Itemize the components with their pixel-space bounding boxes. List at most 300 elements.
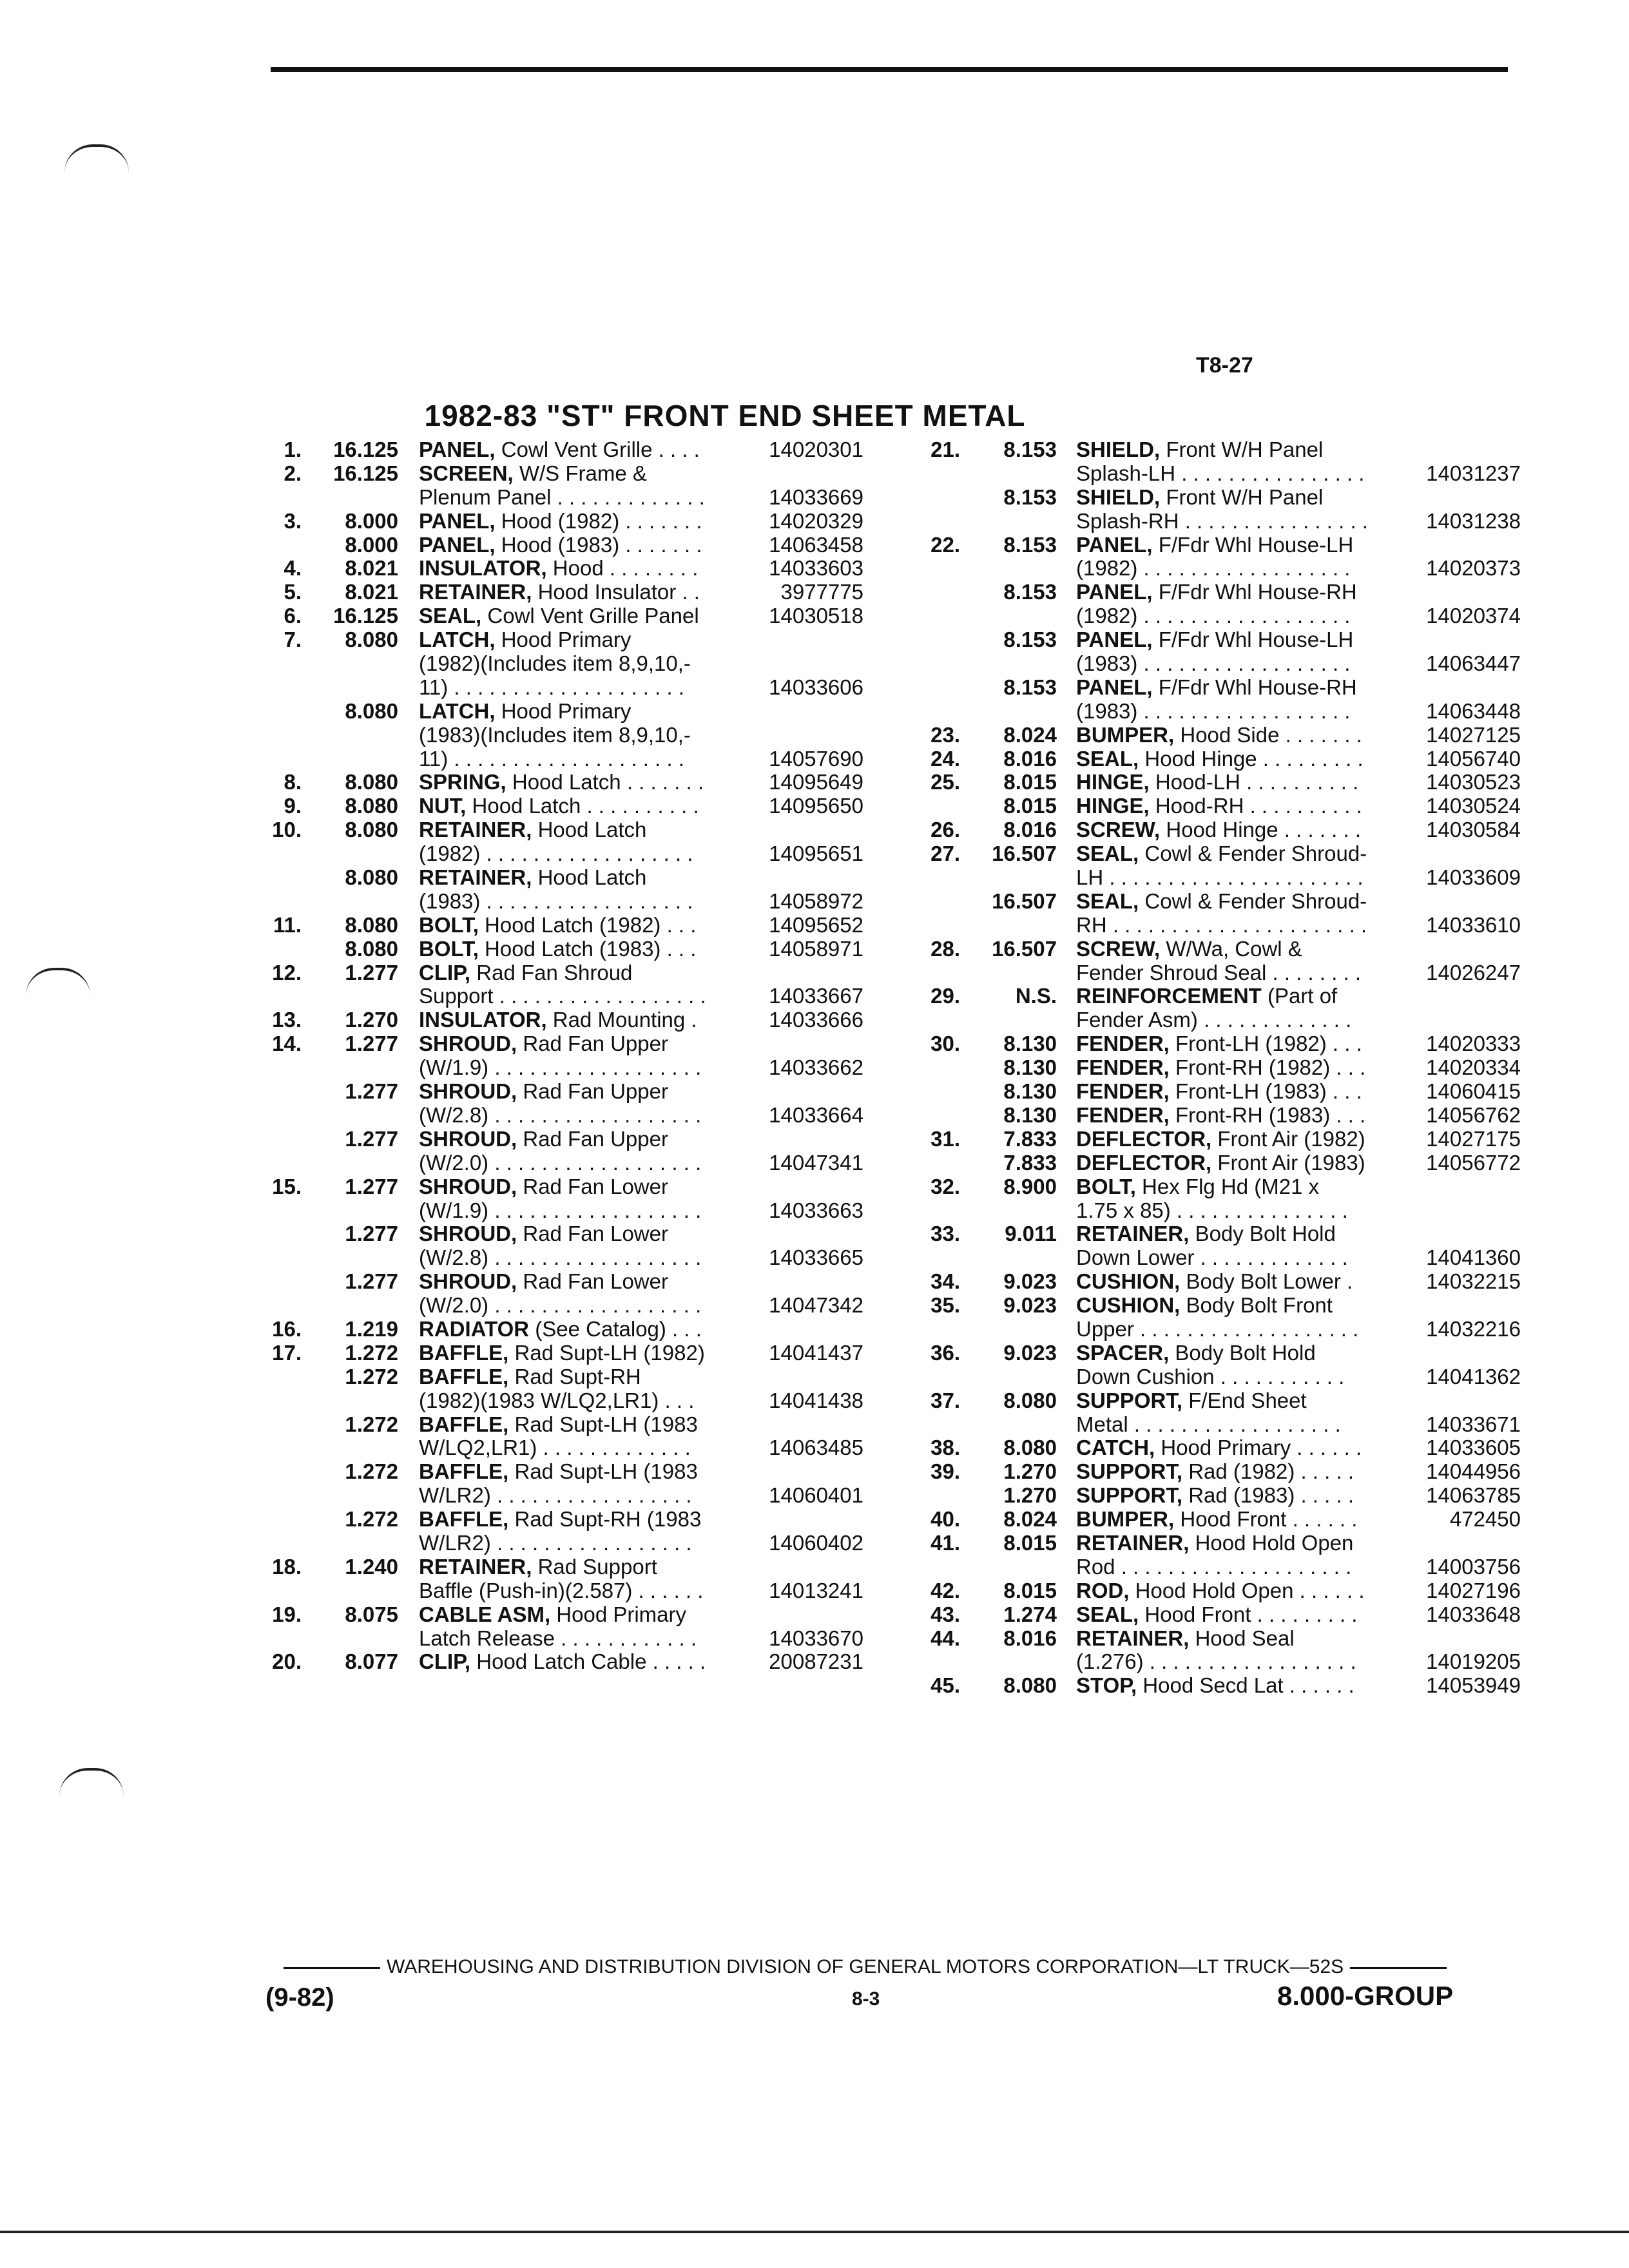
part-description [1076, 1460, 1354, 1484]
item-number: 43. [930, 1602, 960, 1626]
part-description [419, 1484, 692, 1508]
part-number: 14047342 [769, 1293, 863, 1318]
parts-row [258, 1365, 863, 1389]
part-description [1076, 581, 1357, 604]
part-number: 14058972 [769, 889, 863, 913]
part-number: 14020333 [1426, 1032, 1521, 1056]
parts-row [902, 1080, 1521, 1104]
part-detail: Hood-LH . . . . . . . . . . [1149, 770, 1359, 794]
part-description [419, 676, 684, 700]
part-number: 14020329 [769, 508, 863, 533]
part-description [1076, 866, 1364, 890]
part-name: DEFLECTOR, [1076, 1126, 1212, 1151]
group-number: 16.125 [333, 437, 398, 461]
part-number: 14063458 [769, 532, 863, 557]
part-description [419, 1650, 706, 1674]
part-description [1076, 1365, 1344, 1389]
footer-page-number: 8-3 [852, 1988, 880, 2010]
part-detail: Hex Flg Hd (M21 x [1135, 1174, 1320, 1198]
group-number: 8.153 [1003, 675, 1057, 699]
group-number: 9.023 [1003, 1340, 1057, 1365]
part-detail: (1982) . . . . . . . . . . . . . . . . . . [1076, 556, 1351, 581]
part-description [419, 1579, 703, 1603]
part-detail: Hood Latch (1983) . . . [478, 936, 697, 961]
part-description [419, 1056, 701, 1080]
group-number: 1.277 [345, 1269, 398, 1294]
part-detail: Hood Hold Open [1189, 1530, 1354, 1555]
part-number: 14047341 [769, 1150, 863, 1175]
part-detail: Rad Fan Shroud [470, 960, 633, 985]
part-description [1076, 1674, 1354, 1698]
item-number: 2. [284, 461, 302, 485]
part-name: SHROUD, [419, 1222, 517, 1246]
part-name: LATCH, [419, 628, 496, 652]
part-detail: Rad Supt-RH (1983 [508, 1507, 702, 1532]
group-number: 8.153 [1003, 532, 1057, 557]
group-number: 8.021 [345, 556, 398, 581]
part-number: 14033662 [769, 1055, 863, 1080]
part-detail: Hood Side . . . . . . . [1174, 722, 1362, 747]
parts-row [902, 1008, 1521, 1032]
part-description [419, 1080, 668, 1104]
group-number: 8.153 [1003, 485, 1057, 509]
part-name: SHROUD, [419, 1174, 517, 1198]
group-number: 8.016 [1003, 1626, 1057, 1650]
group-number: 8.016 [1003, 746, 1057, 771]
group-number: 8.080 [345, 818, 398, 842]
part-name: REINFORCEMENT [1076, 984, 1262, 1008]
part-name: BAFFLE, [419, 1340, 509, 1365]
group-number: 8.000 [345, 508, 398, 533]
part-name: RETAINER, [419, 865, 532, 890]
parts-row [258, 1508, 863, 1532]
item-number: 22. [930, 532, 960, 557]
parts-row [258, 1104, 863, 1128]
part-number: 14033603 [769, 556, 863, 581]
part-description [419, 1151, 701, 1175]
parts-row [902, 676, 1521, 700]
part-detail: Front-RH (1983) . . . [1169, 1102, 1366, 1127]
part-number: 14027175 [1426, 1126, 1521, 1151]
part-description [419, 1246, 701, 1270]
parts-row [258, 1222, 863, 1246]
item-number: 40. [930, 1507, 960, 1532]
part-description [1076, 794, 1362, 818]
part-number: 14031237 [1426, 461, 1521, 485]
part-description [1076, 747, 1364, 771]
parts-row [902, 604, 1521, 628]
part-detail: Support . . . . . . . . . . . . . . . . . . [419, 984, 706, 1008]
parts-row [258, 1460, 863, 1484]
part-number: 14041437 [769, 1340, 863, 1365]
parts-row [902, 1460, 1521, 1484]
part-description [419, 914, 696, 937]
margin-mark [59, 1768, 124, 1796]
part-name: PANEL, [1076, 628, 1153, 652]
part-description [419, 1008, 697, 1032]
group-number: 1.272 [345, 1507, 398, 1532]
parts-row [902, 581, 1521, 604]
part-description [1076, 1555, 1351, 1579]
part-description [419, 818, 646, 842]
part-detail: (W/2.8) . . . . . . . . . . . . . . . . . . [419, 1245, 702, 1270]
part-detail: Rad (1983) . . . . . [1182, 1483, 1354, 1508]
part-name: BOLT, [419, 912, 479, 937]
part-name: DEFLECTOR, [1076, 1150, 1212, 1175]
parts-row [902, 818, 1521, 842]
part-description [419, 794, 699, 818]
group-number: 16.125 [333, 461, 398, 485]
part-number: 14095649 [769, 770, 863, 794]
part-description [1076, 937, 1302, 961]
part-description [419, 700, 631, 724]
parts-row [258, 1008, 863, 1032]
parts-row [258, 747, 863, 771]
part-name: STOP, [1076, 1673, 1137, 1698]
part-description [1076, 700, 1350, 724]
part-description [1076, 1199, 1348, 1223]
item-number: 41. [930, 1530, 960, 1555]
part-number: 14095651 [769, 841, 863, 866]
part-name: RETAINER, [419, 580, 532, 604]
part-name: SHROUD, [419, 1126, 517, 1151]
part-number: 14020374 [1426, 604, 1521, 628]
part-number: 14003756 [1426, 1554, 1521, 1579]
part-detail: Front W/H Panel [1160, 485, 1324, 509]
part-name: FENDER, [1076, 1032, 1170, 1056]
part-description [419, 438, 700, 462]
part-number: 14056762 [1426, 1102, 1521, 1127]
part-name: CABLE ASM, [419, 1602, 551, 1626]
part-detail: (W/2.0) . . . . . . . . . . . . . . . . . . [419, 1150, 702, 1175]
bottom-rule [0, 2231, 1629, 2233]
parts-row [258, 1436, 863, 1460]
parts-row [902, 1104, 1521, 1128]
part-name: CUSHION, [1076, 1269, 1181, 1294]
part-name: RETAINER, [1076, 1530, 1190, 1555]
part-detail: (1983) . . . . . . . . . . . . . . . . . . [419, 889, 693, 913]
parts-row [902, 1436, 1521, 1460]
parts-row [902, 1532, 1521, 1555]
part-number: 14060415 [1426, 1079, 1521, 1104]
item-number: 4. [284, 556, 302, 581]
part-detail: Hood Latch [532, 818, 647, 842]
part-number: 14057690 [769, 746, 863, 771]
item-number: 31. [930, 1126, 960, 1151]
part-number: 14030518 [769, 604, 863, 628]
part-name: BAFFLE, [419, 1459, 509, 1484]
part-number: 14032216 [1426, 1316, 1521, 1341]
part-detail: Plenum Panel . . . . . . . . . . . . . [419, 485, 705, 509]
group-number: 1.277 [345, 1222, 398, 1246]
parts-row [258, 604, 863, 628]
group-number: 9.011 [1005, 1222, 1057, 1246]
item-number: 9. [284, 794, 302, 818]
part-detail: 11) . . . . . . . . . . . . . . . . . . . . [419, 746, 684, 771]
parts-row [258, 1413, 863, 1437]
part-detail: Hood Primary [495, 698, 631, 723]
part-description [419, 771, 704, 794]
part-detail: F/Fdr Whl House-LH [1152, 628, 1354, 652]
item-number: 14. [272, 1032, 302, 1056]
parts-row [258, 1056, 863, 1080]
group-number: 8.015 [1003, 1578, 1057, 1602]
parts-row [258, 985, 863, 1008]
part-detail: (W/2.8) . . . . . . . . . . . . . . . . . . [419, 1102, 702, 1127]
group-number: 8.015 [1003, 770, 1057, 794]
part-number: 14033663 [769, 1198, 863, 1222]
part-detail: Front-LH (1983) . . . [1169, 1079, 1362, 1104]
part-number: 14020373 [1426, 556, 1521, 581]
part-detail: Hood Hinge . . . . . . . [1160, 818, 1361, 842]
group-number: 8.075 [345, 1602, 398, 1626]
group-number: 8.080 [345, 770, 398, 794]
part-name: SHROUD, [419, 1269, 517, 1294]
part-number: 14032215 [1426, 1269, 1521, 1294]
margin-mark [64, 144, 129, 173]
parts-row [258, 462, 863, 486]
parts-row [258, 842, 863, 866]
item-number: 34. [930, 1269, 960, 1294]
part-number: 14060402 [769, 1530, 863, 1555]
part-description [1076, 1579, 1365, 1603]
part-description [1076, 510, 1368, 533]
group-number: 8.130 [1003, 1055, 1057, 1080]
part-description [1076, 1222, 1336, 1246]
item-number: 35. [930, 1293, 960, 1318]
footer-group: 8.000-GROUP [1277, 1981, 1454, 2011]
part-description [1076, 438, 1323, 462]
part-description [1076, 1436, 1362, 1460]
part-description [1076, 1080, 1362, 1104]
part-name: INSULATOR, [419, 1008, 547, 1032]
item-number: 23. [930, 722, 960, 747]
part-detail: (1983) . . . . . . . . . . . . . . . . . . [1076, 651, 1351, 676]
parts-row [258, 914, 863, 937]
group-number: 8.016 [1003, 818, 1057, 842]
part-name: SEAL, [1076, 1602, 1139, 1626]
parts-row [258, 1246, 863, 1270]
part-detail: Hood (1982) . . . . . . . [495, 508, 702, 533]
parts-list-right [902, 438, 1521, 1698]
group-number: 7.833 [1003, 1126, 1057, 1151]
group-number: 8.015 [1003, 1530, 1057, 1555]
parts-row [258, 581, 863, 604]
part-number: 14056740 [1426, 746, 1521, 771]
footer-division [277, 1956, 1437, 1978]
part-description [1076, 486, 1323, 510]
part-number: 14033605 [1426, 1436, 1521, 1460]
part-detail: RH . . . . . . . . . . . . . . . . . . . . . . [1076, 912, 1367, 937]
parts-row [902, 652, 1521, 676]
group-number: 8.024 [1003, 722, 1057, 747]
part-number: 14020301 [769, 437, 863, 461]
group-number: 1.270 [1003, 1483, 1057, 1508]
top-rule [271, 67, 1508, 72]
part-number: 14033606 [769, 675, 863, 699]
part-description [1076, 1056, 1365, 1080]
part-number: 14033609 [1426, 865, 1521, 890]
group-number: 1.272 [345, 1340, 398, 1365]
part-description [419, 1104, 701, 1128]
group-number: 8.024 [1003, 1507, 1057, 1532]
item-number: 29. [930, 984, 960, 1008]
parts-row [902, 1222, 1521, 1246]
part-detail: Latch Release . . . . . . . . . . . . [419, 1626, 697, 1650]
parts-row [902, 890, 1521, 914]
parts-row [902, 1413, 1521, 1437]
part-detail: Hood Front . . . . . . [1174, 1507, 1358, 1532]
parts-row [258, 818, 863, 842]
part-name: SUPPORT, [1076, 1459, 1183, 1484]
item-number: 5. [284, 580, 302, 604]
part-description [419, 652, 691, 676]
part-description [419, 1532, 692, 1555]
part-number: 14063785 [1426, 1483, 1521, 1508]
parts-row [902, 1318, 1521, 1341]
parts-row [258, 533, 863, 557]
part-detail: Metal . . . . . . . . . . . . . . . . . . [1076, 1412, 1341, 1436]
part-name: SEAL, [1076, 841, 1139, 866]
group-number: 8.080 [345, 912, 398, 937]
part-detail: Rad Supt-LH (1983 [508, 1412, 698, 1436]
part-name: SUPPORT, [1076, 1388, 1183, 1412]
parts-row [258, 510, 863, 533]
part-detail: Hood Latch [532, 865, 647, 890]
part-description [1076, 1532, 1353, 1555]
parts-row [902, 557, 1521, 581]
part-detail: Hood . . . . . . . . [546, 556, 699, 581]
part-name: RETAINER, [419, 818, 532, 842]
part-detail: Rad Supt-LH (1983 [508, 1459, 698, 1484]
group-number: 8.130 [1003, 1102, 1057, 1127]
part-detail: (1982) . . . . . . . . . . . . . . . . . . [419, 841, 693, 866]
part-detail: Fender Asm) . . . . . . . . . . . . . [1076, 1008, 1352, 1032]
parts-row [902, 1627, 1521, 1651]
parts-row [258, 1389, 863, 1413]
item-number: 33. [930, 1222, 960, 1246]
part-detail: Rad Supt-LH (1982) [508, 1340, 705, 1365]
item-number: 36. [930, 1340, 960, 1365]
item-number: 1. [284, 437, 302, 461]
group-number: 1.272 [345, 1459, 398, 1484]
margin-mark [26, 968, 90, 996]
part-detail: Hood Insulator . . [532, 580, 700, 604]
parts-row [258, 1532, 863, 1555]
part-detail: 11) . . . . . . . . . . . . . . . . . . . . [419, 675, 684, 699]
parts-row [902, 1650, 1521, 1674]
group-number: 8.153 [1003, 580, 1057, 604]
part-name: SHIELD, [1076, 437, 1161, 461]
parts-row [258, 1199, 863, 1223]
parts-row [902, 1294, 1521, 1318]
parts-row [902, 1603, 1521, 1627]
part-description [1076, 842, 1367, 866]
part-detail: 1.75 x 85) . . . . . . . . . . . . . . . [1076, 1198, 1348, 1222]
part-description [419, 1603, 686, 1627]
parts-row [258, 866, 863, 890]
part-number: 14033666 [769, 1008, 863, 1032]
item-number: 26. [930, 818, 960, 842]
group-number: 8.900 [1003, 1174, 1057, 1198]
part-description [419, 1436, 691, 1460]
group-number: 8.080 [345, 936, 398, 961]
part-detail: Down Cushion . . . . . . . . . . . [1076, 1364, 1345, 1389]
part-number: 14060401 [769, 1483, 863, 1508]
parts-row [902, 1128, 1521, 1151]
part-detail: Hood-RH . . . . . . . . . . [1149, 794, 1362, 818]
part-detail: Front W/H Panel [1160, 437, 1324, 461]
part-detail: Rad Supt-RH [508, 1364, 641, 1389]
part-number: 14027196 [1426, 1578, 1521, 1602]
group-number: 8.080 [345, 794, 398, 818]
item-number: 13. [272, 1008, 302, 1032]
parts-row [258, 937, 863, 961]
parts-row [258, 961, 863, 985]
part-detail: (W/1.9) . . . . . . . . . . . . . . . . . . [419, 1055, 702, 1080]
parts-row [902, 486, 1521, 510]
part-detail: Cowl & Fender Shroud- [1139, 889, 1367, 913]
group-number: 1.277 [345, 1079, 398, 1104]
item-number: 39. [930, 1459, 960, 1484]
part-number: 14020334 [1426, 1055, 1521, 1080]
part-detail: (W/2.0) . . . . . . . . . . . . . . . . . . [419, 1293, 702, 1318]
group-number: 8.080 [1003, 1436, 1057, 1460]
part-name: FENDER, [1076, 1102, 1170, 1127]
parts-row [902, 1032, 1521, 1056]
part-detail: Body Bolt Hold [1189, 1222, 1336, 1246]
item-number: 17. [272, 1340, 302, 1365]
group-number: 8.080 [1003, 1673, 1057, 1698]
item-number: 45. [930, 1673, 960, 1698]
part-name: CATCH, [1076, 1436, 1155, 1460]
item-number: 11. [273, 912, 302, 937]
part-name: HINGE, [1076, 794, 1150, 818]
part-number: 14033669 [769, 485, 863, 509]
parts-row [258, 438, 863, 462]
part-description [1076, 1341, 1316, 1365]
part-detail: Rad Fan Lower [517, 1174, 668, 1198]
part-detail: Rad Support [532, 1554, 657, 1579]
part-name: RETAINER, [419, 1554, 532, 1579]
part-name: SUPPORT, [1076, 1483, 1183, 1508]
part-name: PANEL, [1076, 675, 1153, 699]
part-description [419, 1199, 701, 1223]
part-description [1076, 652, 1350, 676]
parts-row [902, 724, 1521, 747]
part-detail: Rad Fan Upper [517, 1079, 668, 1104]
part-name: SEAL, [1076, 746, 1139, 771]
part-description [1076, 628, 1353, 652]
part-name: SEAL, [1076, 889, 1139, 913]
group-number: 1.270 [345, 1008, 398, 1032]
part-description [419, 724, 691, 747]
item-number: 18. [272, 1554, 302, 1579]
part-detail: Hood Latch Cable . . . . . [470, 1649, 706, 1674]
part-name: PANEL, [1076, 532, 1153, 557]
parts-row [902, 1555, 1521, 1579]
parts-row [902, 842, 1521, 866]
parts-row [902, 1389, 1521, 1413]
part-description [1076, 1508, 1357, 1532]
part-detail: Hood Primary [550, 1602, 686, 1626]
parts-row [258, 1341, 863, 1365]
part-detail: Hood Hold Open . . . . . . [1129, 1578, 1365, 1602]
parts-row [902, 533, 1521, 557]
part-detail: Rad (1982) . . . . . [1182, 1459, 1354, 1484]
part-name: BOLT, [419, 936, 479, 961]
part-detail: Body Bolt Lower . [1180, 1269, 1353, 1294]
